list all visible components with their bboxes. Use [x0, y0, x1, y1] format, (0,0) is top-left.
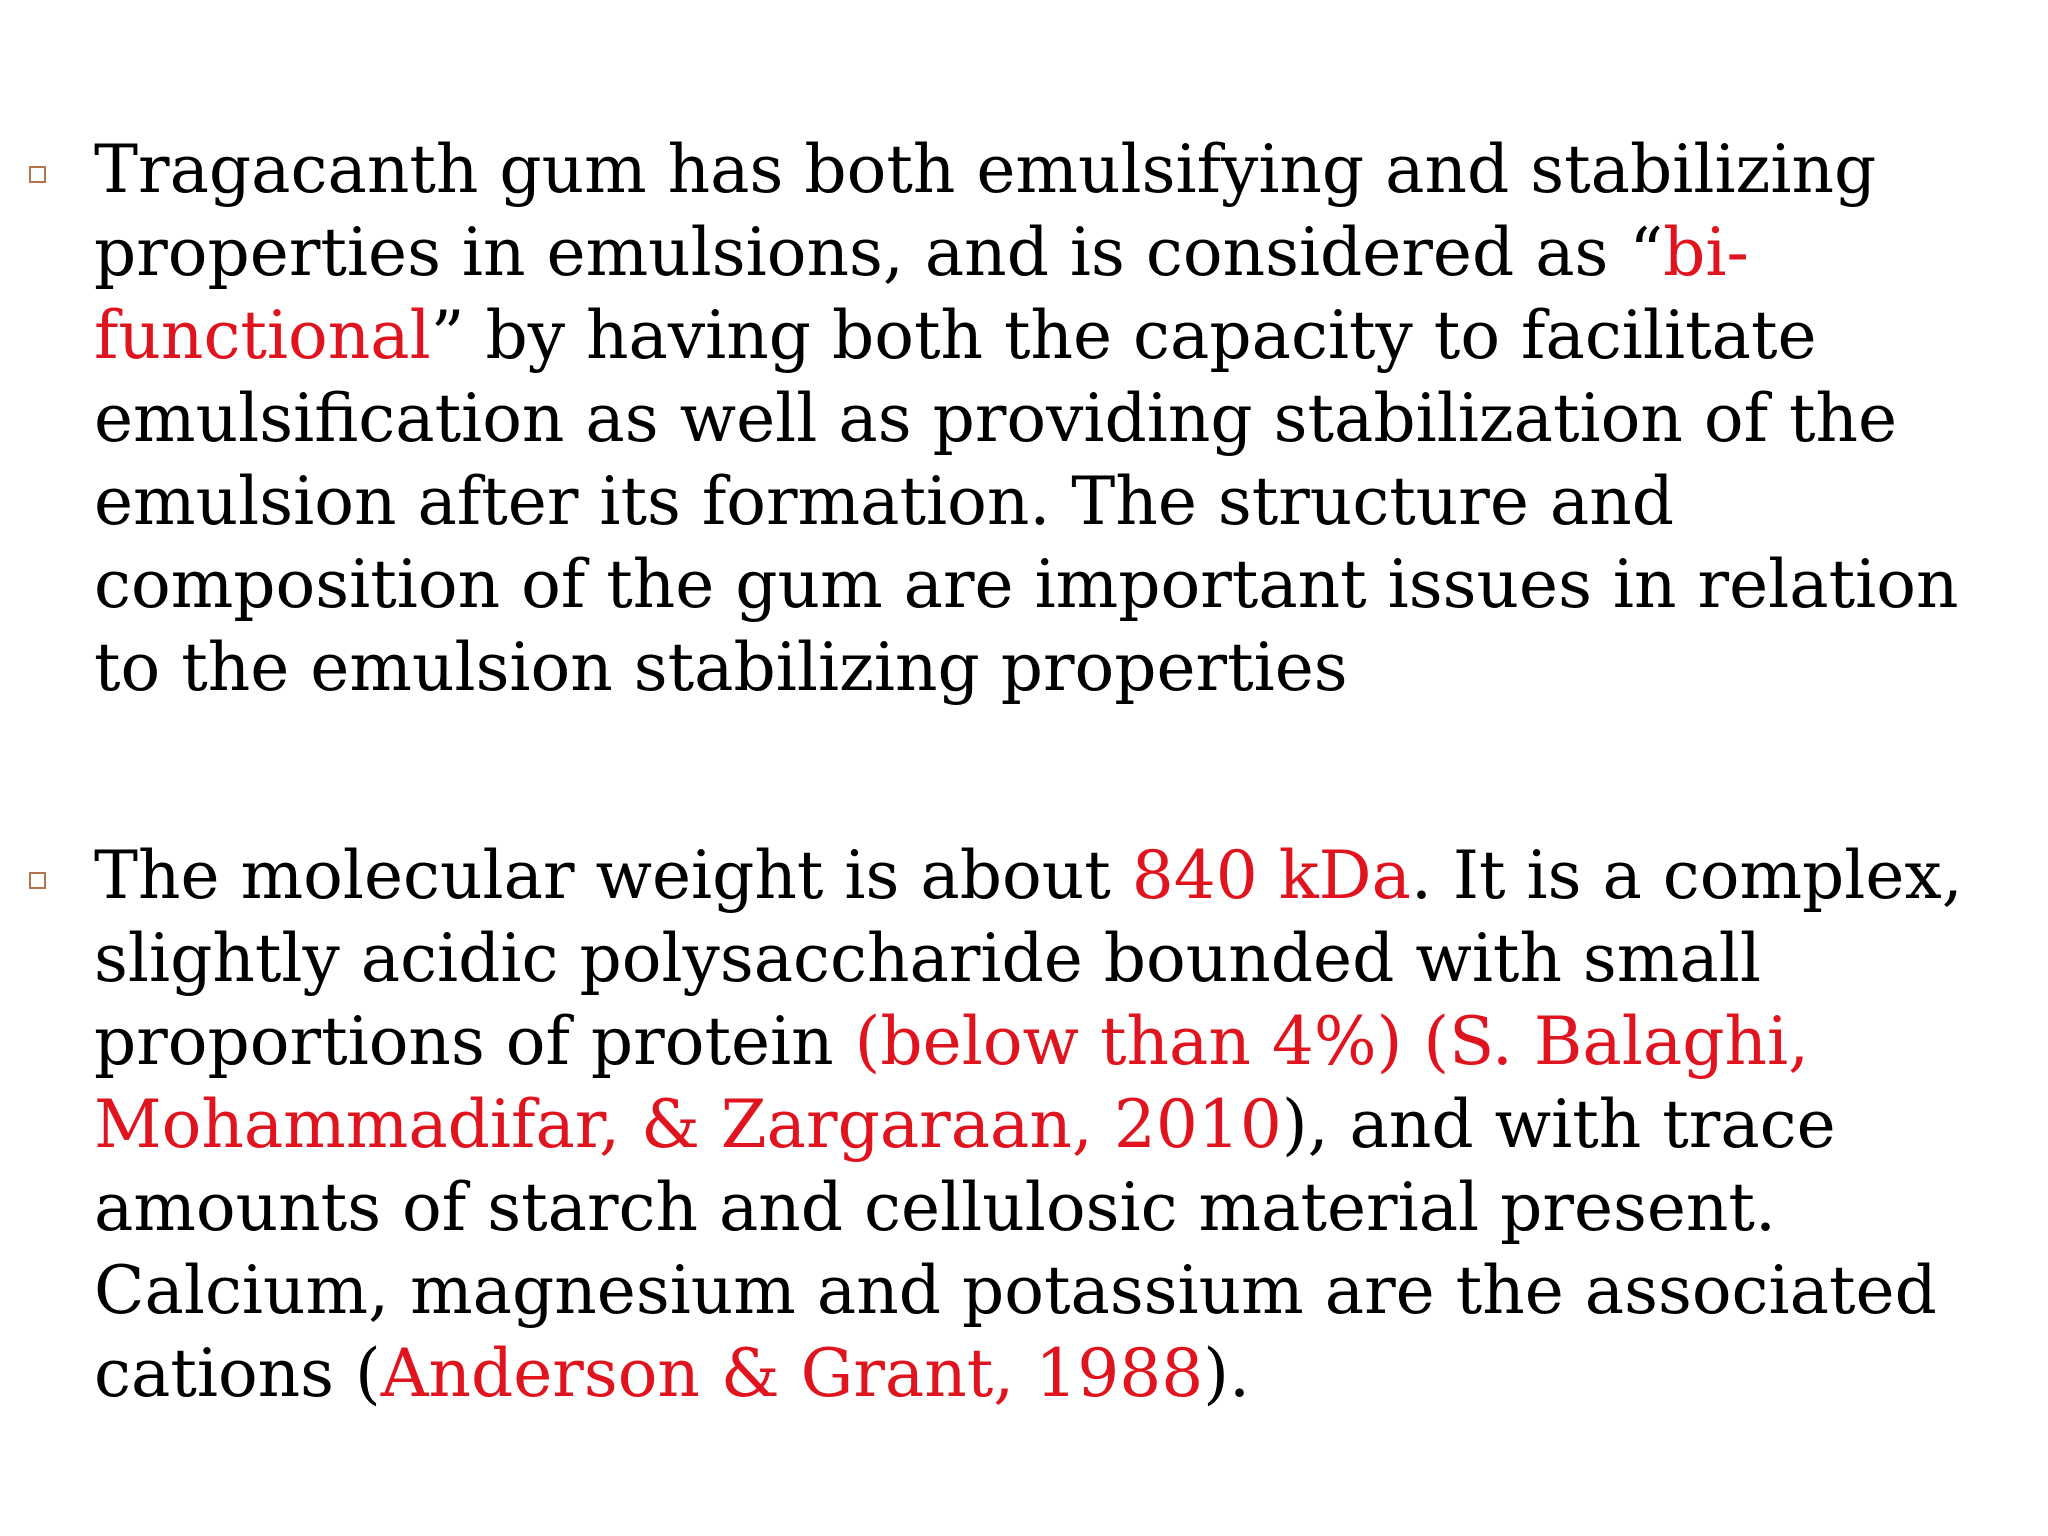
text-line: functional” by having both the capacity to facilitate	[94, 297, 1817, 374]
citation: Mohammadifar, & Zargaraan, 2010	[94, 1086, 1282, 1163]
square-bullet-icon	[29, 166, 46, 183]
text-line: composition of the gum are important issues in relation	[94, 546, 1959, 623]
text-line: The molecular weight is about 840 kDa. It is a complex,	[94, 837, 1963, 914]
highlight-term: bi-	[1663, 214, 1749, 291]
text-line: proportions of protein (below than 4%) (S. Balaghi,	[94, 1003, 1810, 1080]
text-line: slightly acidic polysaccharide bounded with small	[94, 920, 1761, 997]
text-line: cations (Anderson & Grant, 1988).	[94, 1335, 1250, 1412]
text-line: Tragacanth gum has both emulsifying and stabilizing	[94, 131, 1877, 208]
bullet-text	[94, 834, 2034, 1415]
text-line: emulsion after its formation. The structure and	[94, 463, 1675, 540]
text-line: emulsification as well as providing stabilization of the	[94, 380, 1898, 457]
text-line: Calcium, magnesium and potassium are the associated	[94, 1252, 1937, 1329]
square-bullet-icon	[29, 872, 46, 889]
highlight-term: functional	[94, 297, 431, 374]
bullet-text	[94, 128, 2034, 709]
text-line: amounts of starch and cellulosic material present.	[94, 1169, 1776, 1246]
citation: Anderson & Grant, 1988	[380, 1335, 1204, 1412]
text-line: Mohammadifar, & Zargaraan, 2010), and with trace	[94, 1086, 1836, 1163]
citation: (below than 4%) (S. Balaghi,	[854, 1003, 1810, 1080]
text-line: to the emulsion stabilizing properties	[94, 629, 1348, 706]
text-line: properties in emulsions, and is considered as “bi-	[94, 214, 1749, 291]
highlight-value: 840 kDa	[1131, 837, 1411, 914]
